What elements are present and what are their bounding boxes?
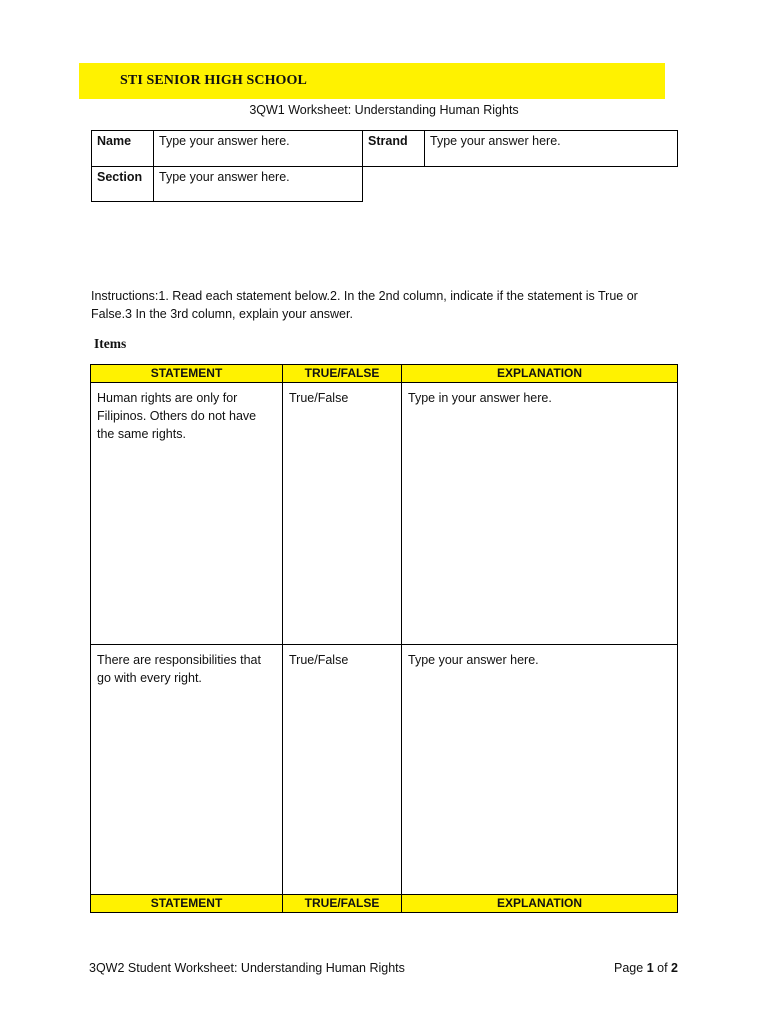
page-total: 2 (671, 961, 678, 975)
page-word: Page (614, 961, 644, 975)
name-label: Name (91, 130, 154, 167)
row2-statement: There are responsibilities that go with every right. (90, 644, 283, 895)
section-label: Section (91, 166, 154, 202)
items-heading: Items (94, 336, 127, 351)
worksheet-title: 3QW1 Worksheet: Understanding Human Rights (249, 103, 519, 117)
page-footer-title: 3QW2 Student Worksheet: Understanding Human Rights (89, 961, 405, 975)
row2-true-false-field[interactable]: True/False (282, 644, 402, 895)
school-banner (79, 63, 665, 99)
header-statement: STATEMENT (90, 364, 283, 383)
statements-table (90, 364, 678, 913)
header-explanation: EXPLANATION (401, 364, 678, 383)
instructions-text: Instructions:1. Read each statement below.2. In the 2nd column, indicate if the statement is True or False.3 In the 3rd column, explain your answer. (91, 289, 638, 321)
footer-header-statement: STATEMENT (90, 894, 283, 913)
page-of: of (657, 961, 668, 975)
strand-label: Strand (362, 130, 425, 167)
row2-explanation-field[interactable]: Type your answer here. (401, 644, 678, 895)
row1-statement: Human rights are only for Filipinos. Others do not have the same rights. (90, 382, 283, 645)
school-name: STI SENIOR HIGH SCHOOL (120, 73, 307, 88)
strand-field[interactable]: Type your answer here. (424, 130, 678, 167)
page-number (614, 961, 678, 975)
section-field[interactable]: Type your answer here. (153, 166, 363, 202)
row1-true-false-field[interactable]: True/False (282, 382, 402, 645)
row1-explanation-field[interactable]: Type in your answer here. (401, 382, 678, 645)
footer-header-true-false: TRUE/FALSE (282, 894, 402, 913)
footer-header-explanation: EXPLANATION (401, 894, 678, 913)
page-current: 1 (646, 961, 654, 975)
header-true-false: TRUE/FALSE (282, 364, 402, 383)
name-field[interactable]: Type your answer here. (153, 130, 363, 167)
